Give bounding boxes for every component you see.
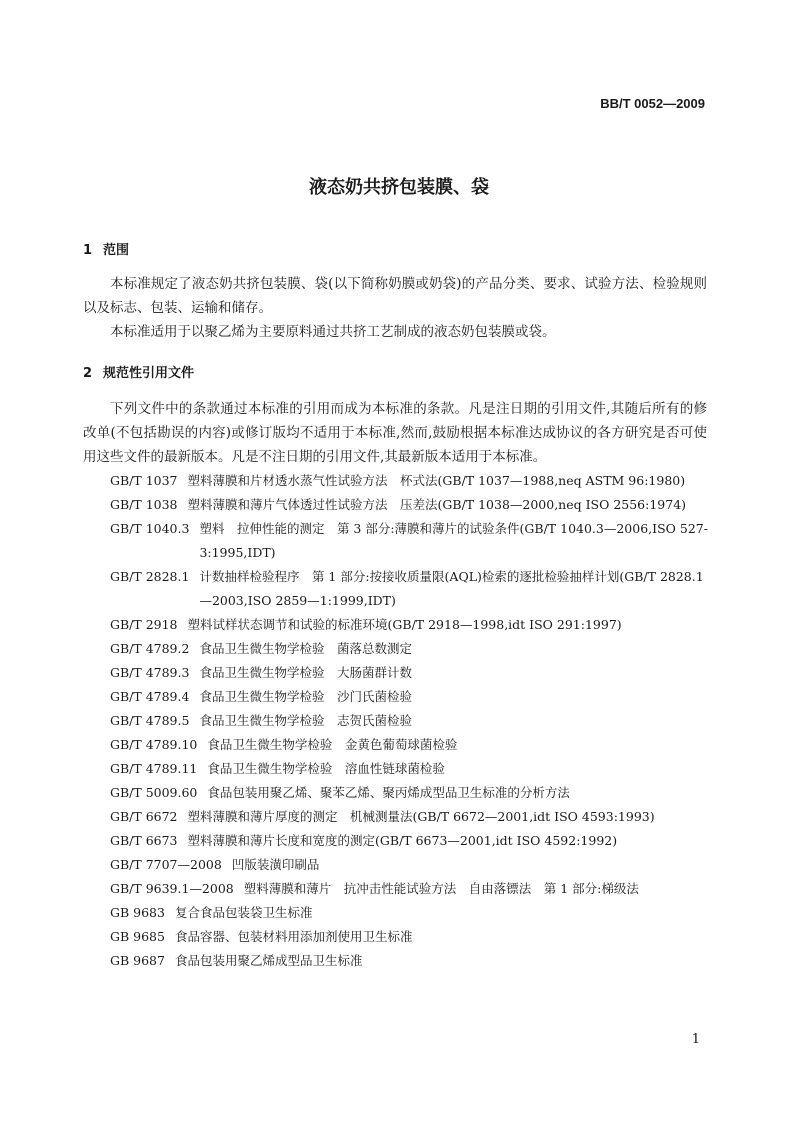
list-item [110,613,710,637]
reference-title: 食品卫生微生物学检验 大肠菌群计数 [199,665,412,680]
section-heading-normative-references [83,362,194,381]
reference-code: GB/T 2828.1 [110,569,190,584]
reference-code: GB 9683 [110,905,165,920]
reference-title: 食品包装用聚乙烯、聚苯乙烯、聚丙烯成型品卫生标准的分析方法 [207,785,570,800]
section-number: 2 [83,366,93,381]
reference-list [110,469,710,973]
reference-title: 食品卫生微生物学检验 金黄色葡萄球菌检验 [207,737,458,752]
reference-title: 塑料薄膜和薄片 抗冲击性能试验方法 自由落镖法 第 1 部分:梯级法 [243,881,639,896]
list-item [110,853,710,877]
list-item [110,805,710,829]
reference-code: GB/T 2918 [110,617,178,632]
paragraph: 下列文件中的条款通过本标准的引用而成为本标准的条款。凡是注日期的引用文件,其随后所有的修改单(不包括勘误的内容)或修订版均不适用于本标准,然而,鼓励根据本标准达成协议的各方研究是否可使用这些文件的最新版本。凡是不注日期的引用文件,其最新版本适用于本标准。 [83,401,707,465]
reference-title: 计数抽样检验程序 第 1 部分:按接收质量限(AQL)检索的逐批检验抽样计划(GB/T 2828.1—2003,ISO 2859—1:1999,IDT) [199,569,704,608]
reference-title: 塑料薄膜和薄片气体透过性试验方法 压差法(GB/T 1038—2000,neq ISO 2556:1974) [187,497,687,512]
reference-title: 凹版装潢印刷品 [231,857,320,872]
reference-code: GB/T 4789.3 [110,665,190,680]
reference-title: 食品卫生微生物学检验 志贺氏菌检验 [199,713,412,728]
section-title: 规范性引用文件 [103,366,195,381]
reference-title: 塑料薄膜和薄片长度和宽度的测定(GB/T 6673—2001,idt ISO 4592:1992) [187,833,618,848]
reference-code: GB 9685 [110,929,165,944]
reference-title: 食品卫生微生物学检验 菌落总数测定 [199,641,412,656]
page-number: 1 [691,1032,700,1047]
reference-title: 塑料试样状态调节和试验的标准环境(GB/T 2918—1998,idt ISO 291:1997) [187,617,622,632]
reference-title: 食品卫生微生物学检验 沙门氏菌检验 [199,689,412,704]
paragraph: 本标准规定了液态奶共挤包装膜、袋(以下简称奶膜或奶袋)的产品分类、要求、试验方法、检验规则以及标志、包装、运输和储存。 [83,276,707,316]
list-item [110,469,710,493]
list-item [110,901,710,925]
list-item [110,757,710,781]
reference-code: GB/T 6673 [110,833,178,848]
reference-title: 食品包装用聚乙烯成型品卫生标准 [174,953,363,968]
standard-code: BB/T 0052—2009 [600,96,705,111]
reference-code: GB/T 1038 [110,497,178,512]
reference-title: 食品容器、包装材料用添加剂使用卫生标准 [174,929,413,944]
reference-code: GB 9687 [110,953,165,968]
reference-code: GB/T 6672 [110,809,178,824]
list-item [110,637,710,661]
list-item [110,709,710,733]
section-title: 范围 [103,243,130,258]
list-item [110,781,710,805]
page-title: 液态奶共挤包装膜、袋 [309,177,489,198]
list-item [110,565,710,613]
reference-code: GB/T 4789.10 [110,737,198,752]
reference-code: GB/T 9639.1—2008 [110,881,234,896]
list-item [110,733,710,757]
reference-title: 塑料薄膜和片材透水蒸气性试验方法 杯式法(GB/T 1037—1988,neq ASTM 96:1980) [187,473,686,488]
section-number: 1 [83,243,93,258]
paragraph: 本标准适用于以聚乙烯为主要原料通过共挤工艺制成的液态奶包装膜或袋。 [110,324,556,340]
list-item [110,925,710,949]
reference-code: GB/T 1037 [110,473,178,488]
reference-title: 塑料 拉伸性能的测定 第 3 部分:薄膜和薄片的试验条件(GB/T 1040.3—2006,ISO 527-3:1995,IDT) [199,521,708,560]
reference-code: GB/T 4789.4 [110,689,190,704]
list-item [110,685,710,709]
reference-title: 复合食品包装袋卫生标准 [174,905,313,920]
reference-title: 塑料薄膜和薄片厚度的测定 机械测量法(GB/T 6672—2001,idt ISO 4593:1993) [187,809,655,824]
list-item [110,949,710,973]
list-item [110,661,710,685]
list-item [110,829,710,853]
reference-code: GB/T 4789.2 [110,641,190,656]
reference-code: GB/T 4789.11 [110,761,198,776]
list-item [110,493,710,517]
reference-code: GB/T 1040.3 [110,521,190,536]
reference-code: GB/T 7707—2008 [110,857,222,872]
list-item [110,877,710,901]
reference-code: GB/T 4789.5 [110,713,190,728]
reference-title: 食品卫生微生物学检验 溶血性链球菌检验 [207,761,445,776]
reference-code: GB/T 5009.60 [110,785,198,800]
list-item [110,517,710,565]
section-heading-scope [83,239,129,258]
